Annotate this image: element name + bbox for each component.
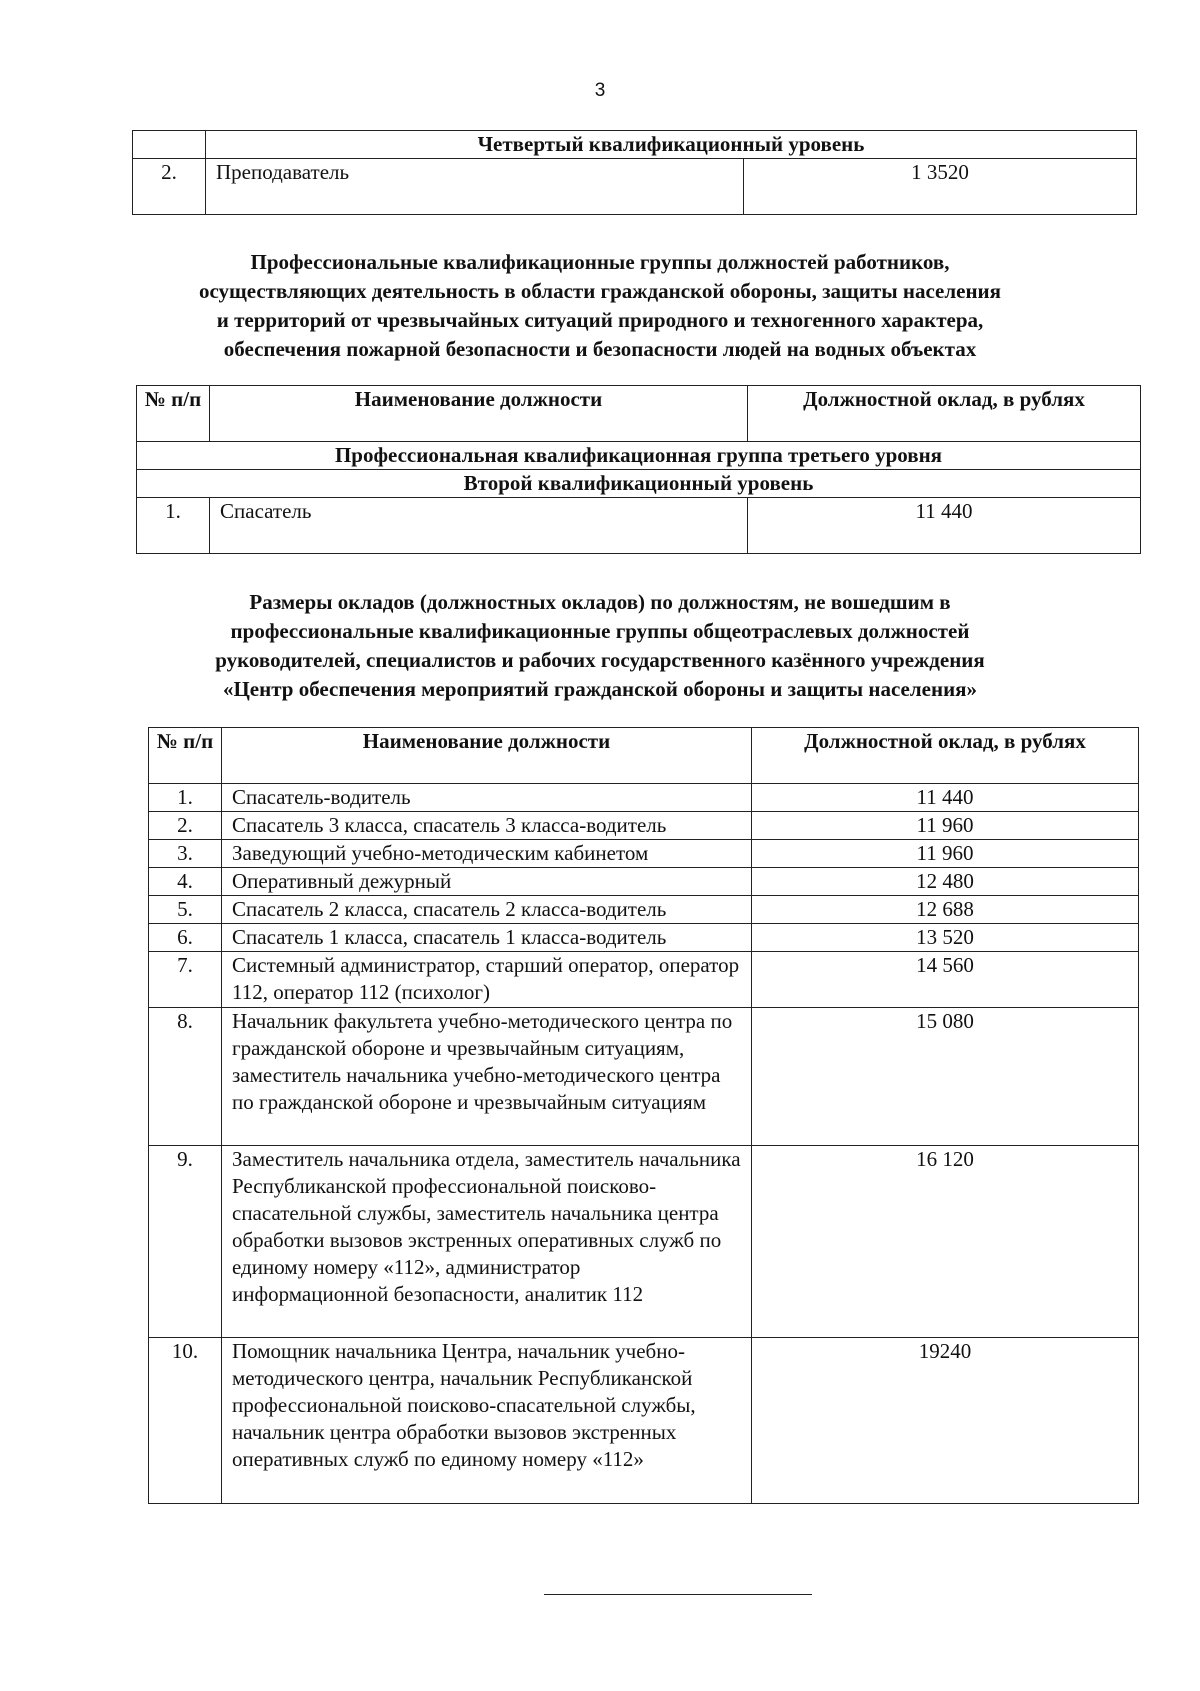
position-name: Спасатель <box>210 498 748 554</box>
salary-value: 13 520 <box>752 924 1139 952</box>
row-number: 8. <box>149 1008 222 1146</box>
position-name: Заместитель начальника отдела, заместитель начальника Республиканской профессиональной поисково- спасательной службы, заместитель начальника центра обработки вызовов экстренных оперативных служб по единому номеру «112», администратор информационной безопасности, аналитик 112 <box>222 1146 752 1338</box>
salary-value: 11 960 <box>752 840 1139 868</box>
column-header-number: № п/п <box>137 386 210 442</box>
position-name: Спасатель-водитель <box>222 784 752 812</box>
footer-divider <box>544 1594 812 1595</box>
column-header-name: Наименование должности <box>210 386 748 442</box>
table-row <box>149 840 1139 868</box>
salary-value: 19240 <box>752 1338 1139 1504</box>
position-name: Оперативный дежурный <box>222 868 752 896</box>
position-name: Спасатель 2 класса, спасатель 2 класса-водитель <box>222 896 752 924</box>
table-row <box>149 1146 1139 1338</box>
heading-line: осуществляющих деятельность в области гражданской обороны, защиты населения <box>198 279 1002 303</box>
table-row <box>149 1338 1139 1504</box>
row-number: 1. <box>149 784 222 812</box>
salary-value: 11 960 <box>752 812 1139 840</box>
column-header-name: Наименование должности <box>222 728 752 784</box>
heading-line: обеспечения пожарной безопасности и безопасности людей на водных объектах <box>223 337 977 361</box>
salary-value: 12 688 <box>752 896 1139 924</box>
salary-value: 16 120 <box>752 1146 1139 1338</box>
salary-value: 11 440 <box>748 498 1141 554</box>
level-heading: Четвертый квалификационный уровень <box>206 131 1137 159</box>
table-civil-defense <box>136 385 1141 554</box>
heading-line: «Центр обеспечения мероприятий гражданской обороны и защиты населения» <box>222 677 978 701</box>
heading-line: Профессиональные квалификационные группы должностей работников, <box>250 250 950 274</box>
position-name: Начальник факультета учебно-методического центра по гражданской обороне и чрезвычайным ситуациям, заместитель начальника учебно-методического центра по гражданской обороне и чрезвычайным ситуациям <box>222 1008 752 1146</box>
position-name: Заведующий учебно-методическим кабинетом <box>222 840 752 868</box>
salary-value: 12 480 <box>752 868 1139 896</box>
group-heading: Профессиональная квалификационная группа третьего уровня <box>137 442 1141 470</box>
row-number: 10. <box>149 1338 222 1504</box>
row-number: 3. <box>149 840 222 868</box>
row-number: 4. <box>149 868 222 896</box>
column-header-number: № п/п <box>149 728 222 784</box>
position-name: Спасатель 1 класса, спасатель 1 класса-водитель <box>222 924 752 952</box>
salary-value: 14 560 <box>752 952 1139 1008</box>
row-number: 2. <box>133 159 206 215</box>
section-heading-other-positions <box>0 588 1200 704</box>
column-header-salary: Должностной оклад, в рублях <box>748 386 1141 442</box>
position-name: Спасатель 3 класса, спасатель 3 класса-водитель <box>222 812 752 840</box>
table-row <box>149 868 1139 896</box>
row-number: 5. <box>149 896 222 924</box>
row-number: 9. <box>149 1146 222 1338</box>
heading-line: руководителей, специалистов и рабочих государственного казённого учреждения <box>215 648 985 672</box>
table-row <box>149 896 1139 924</box>
row-number: 6. <box>149 924 222 952</box>
position-name: Помощник начальника Центра, начальник учебно-методического центра, начальник Республиканской профессиональной поисково-спасательной службы, начальник центра обработки вызовов экстренных оперативных служб по единому номеру «112» <box>222 1338 752 1504</box>
position-name: Преподаватель <box>206 159 744 215</box>
table-other-positions <box>148 727 1139 1504</box>
level-heading: Второй квалификационный уровень <box>137 470 1141 498</box>
table-fourth-level <box>132 130 1137 215</box>
table-row <box>149 784 1139 812</box>
section-heading-civil-defense <box>0 248 1200 364</box>
table-row <box>149 1008 1139 1146</box>
page-number: 3 <box>594 80 606 101</box>
heading-line: и территорий от чрезвычайных ситуаций природного и техногенного характера, <box>216 308 984 332</box>
heading-line: Размеры окладов (должностных окладов) по должностям, не вошедшим в <box>249 590 951 614</box>
salary-value: 1 3520 <box>744 159 1137 215</box>
heading-line: профессиональные квалификационные группы общеотраслевых должностей <box>230 619 970 643</box>
empty-cell <box>133 131 206 159</box>
salary-value: 11 440 <box>752 784 1139 812</box>
column-header-salary: Должностной оклад, в рублях <box>752 728 1139 784</box>
table-row <box>149 812 1139 840</box>
table-row <box>149 924 1139 952</box>
position-name: Системный администратор, старший оператор, оператор 112, оператор 112 (психолог) <box>222 952 752 1008</box>
row-number: 2. <box>149 812 222 840</box>
row-number: 1. <box>137 498 210 554</box>
salary-value: 15 080 <box>752 1008 1139 1146</box>
row-number: 7. <box>149 952 222 1008</box>
table-row <box>149 952 1139 1008</box>
